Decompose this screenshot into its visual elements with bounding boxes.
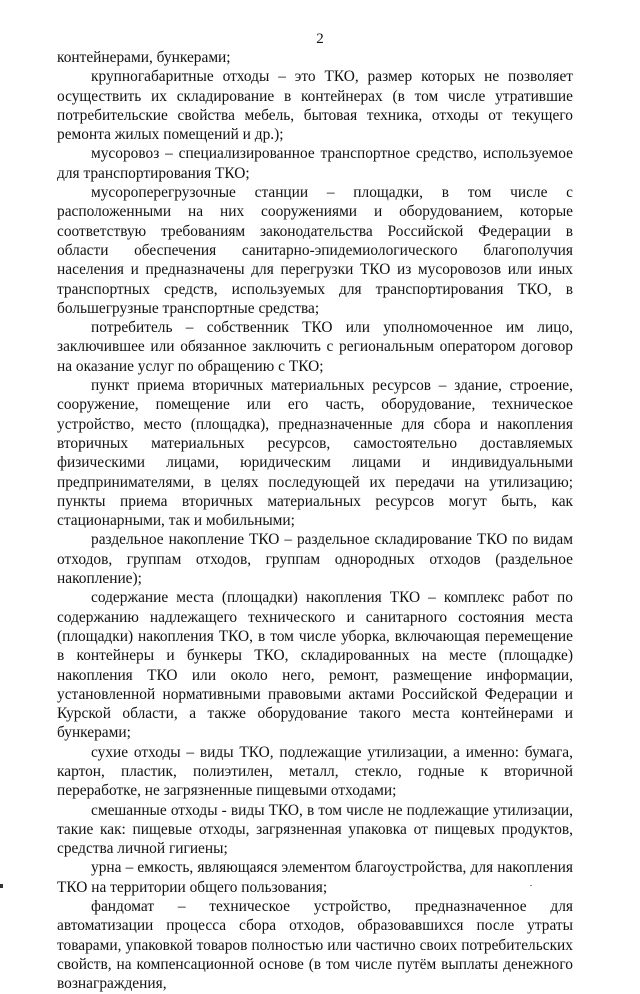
paragraph-consumer: потребитель – собственник ТКО или уполномоченное им лицо, заключившее или обязанное заключить с региональным оператором договор на оказание услуг по обращению с ТКО; — [57, 319, 573, 375]
paragraph-site-maintenance: содержание места (площадки) накопления ТКО – комплекс работ по содержанию надлежащего технического и санитарного состояния места (площадки) накопления ТКО, в том числе уборка, включающая перемещение в контейнеры и бункеры ТКО, складированных на месте (площадке) накопления ТКО или около него, ремонт, размещение информации, установленной нормативными правовыми актами Российской Федерации и Курской области, а также оборудование такого места контейнерами и бункерами; — [57, 589, 573, 742]
paragraph-transfer-stations: мусороперегрузочные станции – площадки, в том числе с расположенными на них сооружениями и оборудованием, которые соответствую требованиям законодательства Российской Федерации в области обеспечения санитарно-эпидемиологического благополучия населения и предназначены для перегрузки ТКО из мусоровозов или иных транспортных средств, используемых для транспортирования ТКО, в большегрузные транспортные средства; — [57, 184, 573, 317]
scan-edge-mark — [0, 884, 3, 888]
paragraph-mixed-waste: смешанные отходы - виды ТКО, в том числе не подлежащие утилизации, такие как: пищевые отходы, загрязненная упаковка от пищевых продуктов, средства личной гигиены; — [57, 801, 573, 858]
document-body — [57, 48, 573, 994]
paragraph-separate-collection: раздельное накопление ТКО – раздельное складирование ТКО по видам отходов, группам отходов, группам однородных отходов (раздельное накопление); — [57, 531, 573, 588]
paragraph-vending-machine: фандомат – техническое устройство, предназначенное для автоматизации процесса сбора отходов, образовавшихся после утраты товарами, упаковкой товаров полностью или частично своих потребительских свойств, на компенсационной основе (в том числе путём выплаты денежного вознаграждения, — [57, 898, 573, 993]
paragraph-dry-waste: сухие отходы – виды ТКО, подлежащие утилизации, а именно: бумага, картон, пластик, полиэтилен, металл, стекло, годные к вторичной переработке, не загрязненные пищевыми отходами; — [57, 743, 573, 800]
paragraph-bulky-waste: крупногабаритные отходы – это ТКО, размер которых не позволяет осуществить их складирование в контейнерах (в том числе утратившие потребительские свойства мебель, бытовая техника, отходы от текущего ремонта жилых помещений и др.); — [57, 68, 573, 144]
page-number: 2 — [316, 31, 324, 47]
scan-speck — [530, 885, 532, 886]
paragraph-garbage-truck: мусоровоз – специализированное транспортное средство, используемое для транспортирования ТКО; — [57, 145, 573, 182]
paragraph-bin: урна – емкость, являющаяся элементом благоустройства, для накопления ТКО на территории общего пользования; — [57, 859, 573, 896]
paragraph-recycling-point: пункт приема вторичных материальных ресурсов – здание, строение, сооружение, помещение или его часть, оборудование, техническое устройство, место (площадка), предназначенные для сбора и накопления вторичных материальных ресурсов, самостоятельно доставляемых физическими лицами, юридическим лицами и индивидуальными предпринимателями, в целях последующей их передачи на утилизацию; пункты приема вторичных материальных ресурсов могут быть, как стационарными, так и мобильными; — [57, 377, 573, 530]
paragraph-continuation: контейнерами, бункерами; — [57, 49, 231, 66]
